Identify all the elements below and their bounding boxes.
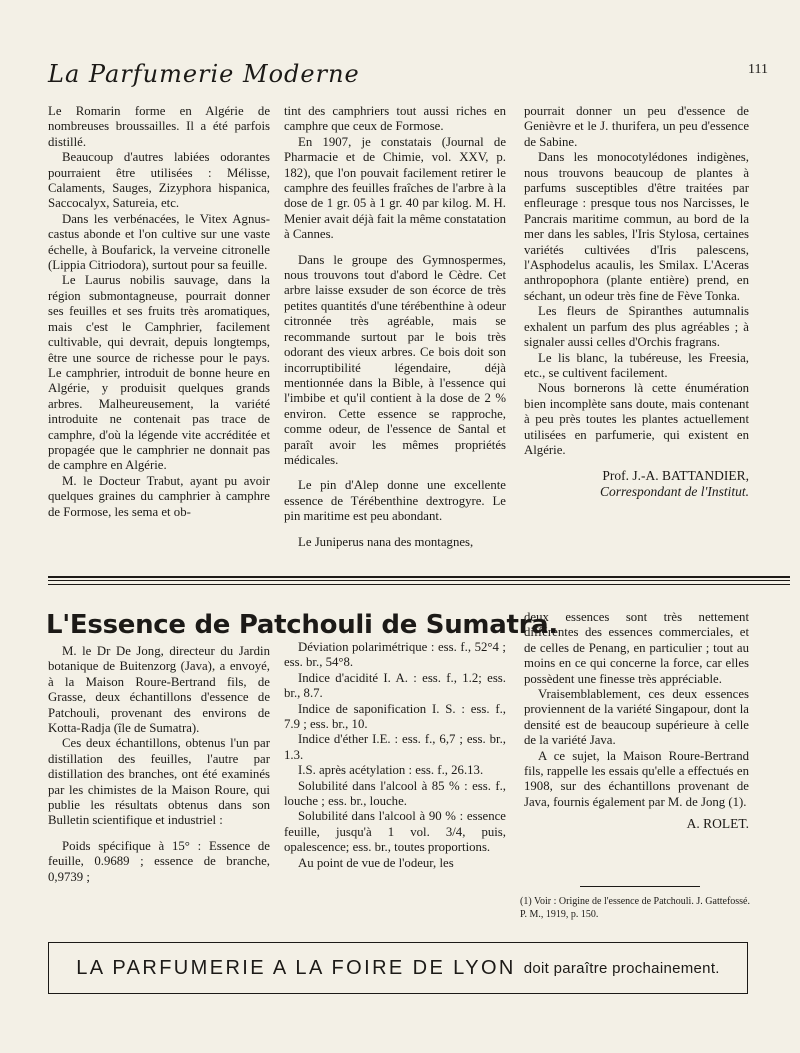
article-column-3 — [524, 610, 749, 880]
paragraph: Indice d'éther I.E. : ess. f., 6,7 ; ess. br., 1.3. — [284, 732, 506, 762]
article-column-1 — [48, 644, 270, 924]
top-column-3 — [524, 104, 749, 566]
page-number: 111 — [748, 62, 768, 77]
paragraph: Indice de saponification I. S. : ess. f., 7.9 ; ess. br., 10. — [284, 701, 506, 732]
section-divider — [48, 576, 790, 581]
section-divider-thin — [48, 584, 790, 585]
paragraph: Indice d'acidité I. A. : ess. f., 1.2; ess. br., 8.7. — [284, 670, 506, 701]
footnote: (1) Voir : Origine de l'essence de Patchouli. J. Gattefossé. P. M., 1919, p. 150. — [520, 896, 750, 920]
paragraph: Le Laurus nobilis sauvage, dans la région submontagneuse, pourrait donner ses feuilles et ses fruits très aromatiques, mais c'est le Camphrier, facilement cultivable, qui devrait, depuis longtemps, être une source de richesse pour le pays. Le camphrier, introduit de bonne heure en Algérie, y produisit quelques grands arbres. Malheureusement, la variété introduite ne contenait pas trace de camphre, d'où la légende vite accréditée et propagée que le camphrier ne donnait pas de camphre en Algérie. — [48, 273, 270, 473]
journal-title: La Parfumerie Moderne — [48, 60, 360, 88]
paragraph: Le lis blanc, la tubéreuse, les Freesia, etc., se cultivent facilement. — [524, 350, 749, 380]
paragraph: A ce sujet, la Maison Roure-Bertrand fils, rappelle les essais qu'elle a effectués en 1908, sur des échantillons provenant de Java, fournis également par M. de Jong (1). — [524, 748, 749, 809]
paragraph: I.S. après acétylation : ess. f., 26.13. — [298, 763, 484, 778]
paragraph: Les fleurs de Spiranthes autumnalis exhalent un parfum des plus agréables ; à signaler aussi celles d'Orchis fragrans. — [524, 304, 749, 350]
paragraph: Vraisemblablement, ces deux essences proviennent de la variété Singapour, dont la densité est de beaucoup supérieure à celle de la variété Java. — [524, 687, 749, 748]
announcement-title: LA PARFUMERIE A LA FOIRE DE LYON — [76, 956, 516, 979]
paragraph: En 1907, je constatais (Journal de Pharmacie et de Chimie, vol. XXV, p. 182), que l'on pouvait facilement retirer le camphre des feuilles fraîches de l'arbre à la dose de 1 gr. 05 à 1 gr. 40 par kilog. M. H. Menier avait déjà fait la même constatation à Cannes. — [284, 134, 506, 242]
top-column-2 — [284, 104, 506, 566]
paragraph: Au point de vue de l'odeur, les — [298, 855, 454, 870]
announcement-box — [48, 942, 748, 994]
paragraph: M. le Dr De Jong, directeur du Jardin botanique de Buitenzorg (Java), a envoyé, à la Maison Roure-Bertrand fils, de Grasse, deux échantillons d'essence de Patchouli, provenant des environs de Kotta-Radja (île de Sumatra). — [48, 644, 270, 736]
paragraph: Dans les verbénacées, le Vitex Agnus-castus abonde et l'on cultive sur une vaste échelle, à Boufarick, la verveine citronelle (Lippia Citriodora), surtout pour sa feuille. — [48, 211, 270, 273]
article-column-2 — [284, 640, 506, 924]
paragraph: Déviation polarimétrique : ess. f., 52°4 ; ess. br., 54°8. — [284, 640, 506, 670]
paragraph: Nous bornerons là cette énumération bien incomplète sans doute, mais contenant à peu près toutes les plantes actuellement utilisées en parfumerie, qui existent en Algérie. — [524, 381, 749, 457]
paragraph: Solubilité dans l'alcool à 90 % : essence feuille, jusqu'à 1 vol. 3/4, puis, opalescence; ess. br., toutes proportions. — [284, 809, 506, 855]
article-heading: L'Essence de Patchouli de Sumatra. — [46, 610, 558, 640]
paragraph: Solubilité dans l'alcool à 85 % : ess. f., louche ; ess. br., louche. — [284, 778, 506, 809]
paragraph: Le Romarin forme en Algérie de nombreuses broussailles. Il a été parfois distillé. — [48, 104, 270, 149]
signature-role: Correspondant de l'Institut. — [599, 483, 749, 499]
paragraph: Le Juniperus nana des montagnes, — [298, 534, 474, 549]
signature-name: Prof. J.-A. BATTANDIER, — [602, 468, 749, 484]
paragraph: deux essences sont très nettement différentes des essences commerciales, et de celles de Penang, en particulier ; tout au moins en ce qui concerne la force, car elles possèdent une finesse très appréciable. — [524, 610, 749, 686]
paragraph: pourrait donner un peu d'essence de Genièvre et le J. thurifera, un peu d'essence de Sabine. — [524, 104, 749, 149]
announcement-subtitle: doit paraître prochainement. — [523, 959, 720, 977]
paragraph: Le pin d'Alep donne une excellente essence de Térébenthine dextrogyre. Le pin maritime est peu abondant. — [284, 478, 506, 524]
paragraph: Beaucoup d'autres labiées odorantes pourraient être utilisées : Mélisse, Calaments, Sauges, Zizyphora hispanica, Saccocalyx, Satureia, etc. — [48, 150, 270, 211]
footnote-divider — [580, 886, 700, 887]
paragraph: Ces deux échantillons, obtenus l'un par distillation des feuilles, l'autre par distillation des branches, ont été examinés par les chimistes de la Maison Roure, qui publie les résultats obtenus dans son Bulletin scientifique et industriel : — [48, 736, 270, 828]
article-author: A. ROLET. — [686, 816, 749, 832]
paragraph: Dans le groupe des Gymnospermes, nous trouvons tout d'abord le Cèdre. Cet arbre laisse exsuder de son écorce de très petites quantités d'une térébenthine à odeur citronnée très agréable, mais se recommande surtout par le bois très odorant des vieux arbres. Ce bois doit son incorruptibilité légendaire, déjà mentionnée dans la Bible, à l'essence qui l'imbibe et qu'il contient à la dose de 2 % environ. Cette essence se rapproche, comme odeur, de l'essence de Santal et paraît avoir les mêmes propriétés médicales. — [284, 252, 506, 467]
paragraph: Poids spécifique à 15° : Essence de feuille, 0.9689 ; essence de branche, 0,9739 ; — [48, 838, 270, 884]
top-column-1 — [48, 104, 270, 566]
paragraph: Dans les monocotylédones indigènes, nous trouvons beaucoup de plantes à parfums susceptibles d'être traitées par enfleurage : presque tous nos Narcisses, le Pancrais maritime commun, au bord de la mer dans les sables, l'Iris Stylosa, certaines variétés cultivées d'Iris palescens, l'Asphodelus acaulis, les Smilax. L'Aceras anthropophora (plante entière) prend, en séchant, un odeur très fine de Fève Tonka. — [524, 150, 749, 303]
paragraph: tint des camphriers tout aussi riches en camphre que ceux de Formose. — [284, 104, 506, 134]
paragraph: M. le Docteur Trabut, ayant pu avoir quelques graines du camphrier à camphre de Formose, les sema et ob- — [48, 473, 270, 519]
